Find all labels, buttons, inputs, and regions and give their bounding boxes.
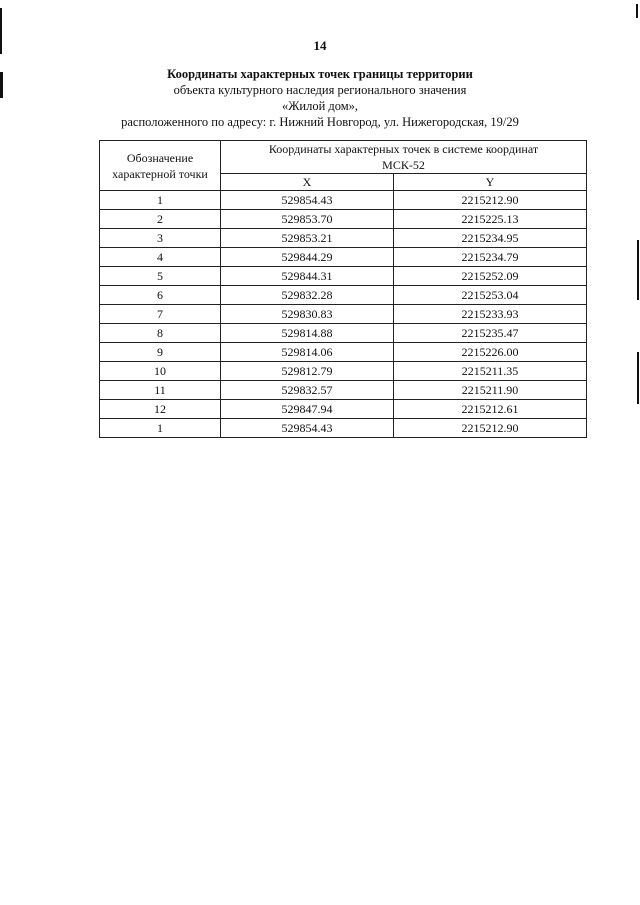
cell-point: 4 bbox=[100, 248, 221, 267]
cell-point: 10 bbox=[100, 362, 221, 381]
cell-y: 2215211.90 bbox=[394, 381, 587, 400]
cell-y: 2215212.90 bbox=[394, 419, 587, 438]
cell-x: 529844.31 bbox=[221, 267, 394, 286]
page-number: 14 bbox=[313, 38, 327, 53]
cell-y: 2215253.04 bbox=[394, 286, 587, 305]
header-point-line1: Обозначение bbox=[126, 150, 194, 165]
table-row bbox=[100, 248, 587, 267]
scan-mark-right-middle bbox=[637, 240, 639, 300]
header-system-line2: МСК-52 bbox=[382, 158, 425, 172]
table-row bbox=[100, 343, 587, 362]
cell-x: 529830.83 bbox=[221, 305, 394, 324]
cell-y: 2215211.35 bbox=[394, 362, 587, 381]
header-system-line1: Координаты характерных точек в системе координат bbox=[268, 142, 539, 156]
cell-point: 3 bbox=[100, 229, 221, 248]
coordinates-table bbox=[99, 140, 587, 438]
heading-object-type: объекта культурного наследия регионального значения bbox=[173, 83, 467, 97]
cell-y: 2215212.90 bbox=[394, 191, 587, 210]
cell-point: 6 bbox=[100, 286, 221, 305]
header-x: X bbox=[221, 174, 394, 191]
cell-y: 2215212.61 bbox=[394, 400, 587, 419]
cell-x: 529854.43 bbox=[221, 419, 394, 438]
cell-x: 529853.70 bbox=[221, 210, 394, 229]
heading-address: расположенного по адресу: г. Нижний Новгород, ул. Нижегородская, 19/29 bbox=[121, 115, 519, 129]
cell-y: 2215234.79 bbox=[394, 248, 587, 267]
table-row bbox=[100, 286, 587, 305]
heading-title: Координаты характерных точек границы территории bbox=[167, 67, 473, 81]
header-coordinate-system bbox=[221, 141, 587, 174]
cell-point: 2 bbox=[100, 210, 221, 229]
table-row bbox=[100, 191, 587, 210]
table-row bbox=[100, 229, 587, 248]
cell-point: 1 bbox=[100, 419, 221, 438]
header-point-line2: характерной точки bbox=[112, 166, 208, 181]
cell-x: 529814.88 bbox=[221, 324, 394, 343]
cell-x: 529832.28 bbox=[221, 286, 394, 305]
header-y: Y bbox=[394, 174, 587, 191]
cell-x: 529853.21 bbox=[221, 229, 394, 248]
table-row bbox=[100, 419, 587, 438]
header-point-designation bbox=[100, 141, 221, 191]
table-header-row bbox=[100, 141, 587, 174]
cell-x: 529832.57 bbox=[221, 381, 394, 400]
cell-x: 529844.29 bbox=[221, 248, 394, 267]
cell-y: 2215235.47 bbox=[394, 324, 587, 343]
cell-point: 9 bbox=[100, 343, 221, 362]
table-row bbox=[100, 362, 587, 381]
cell-point: 7 bbox=[100, 305, 221, 324]
cell-y: 2215233.93 bbox=[394, 305, 587, 324]
cell-y: 2215234.95 bbox=[394, 229, 587, 248]
cell-x: 529812.79 bbox=[221, 362, 394, 381]
cell-point: 11 bbox=[100, 381, 221, 400]
heading-object-name: «Жилой дом», bbox=[281, 99, 359, 113]
cell-y: 2215252.09 bbox=[394, 267, 587, 286]
cell-y: 2215225.13 bbox=[394, 210, 587, 229]
table-row bbox=[100, 400, 587, 419]
cell-point: 5 bbox=[100, 267, 221, 286]
cell-point: 1 bbox=[100, 191, 221, 210]
cell-x: 529854.43 bbox=[221, 191, 394, 210]
table-row bbox=[100, 305, 587, 324]
document-heading bbox=[0, 66, 640, 130]
cell-point: 12 bbox=[100, 400, 221, 419]
cell-x: 529814.06 bbox=[221, 343, 394, 362]
cell-point: 8 bbox=[100, 324, 221, 343]
cell-y: 2215226.00 bbox=[394, 343, 587, 362]
table-row bbox=[100, 210, 587, 229]
scan-mark-right-top bbox=[636, 4, 638, 18]
table-row bbox=[100, 267, 587, 286]
table-body bbox=[100, 191, 587, 438]
scan-mark-right-lower bbox=[637, 352, 639, 404]
table-row bbox=[100, 324, 587, 343]
table-row bbox=[100, 381, 587, 400]
cell-x: 529847.94 bbox=[221, 400, 394, 419]
